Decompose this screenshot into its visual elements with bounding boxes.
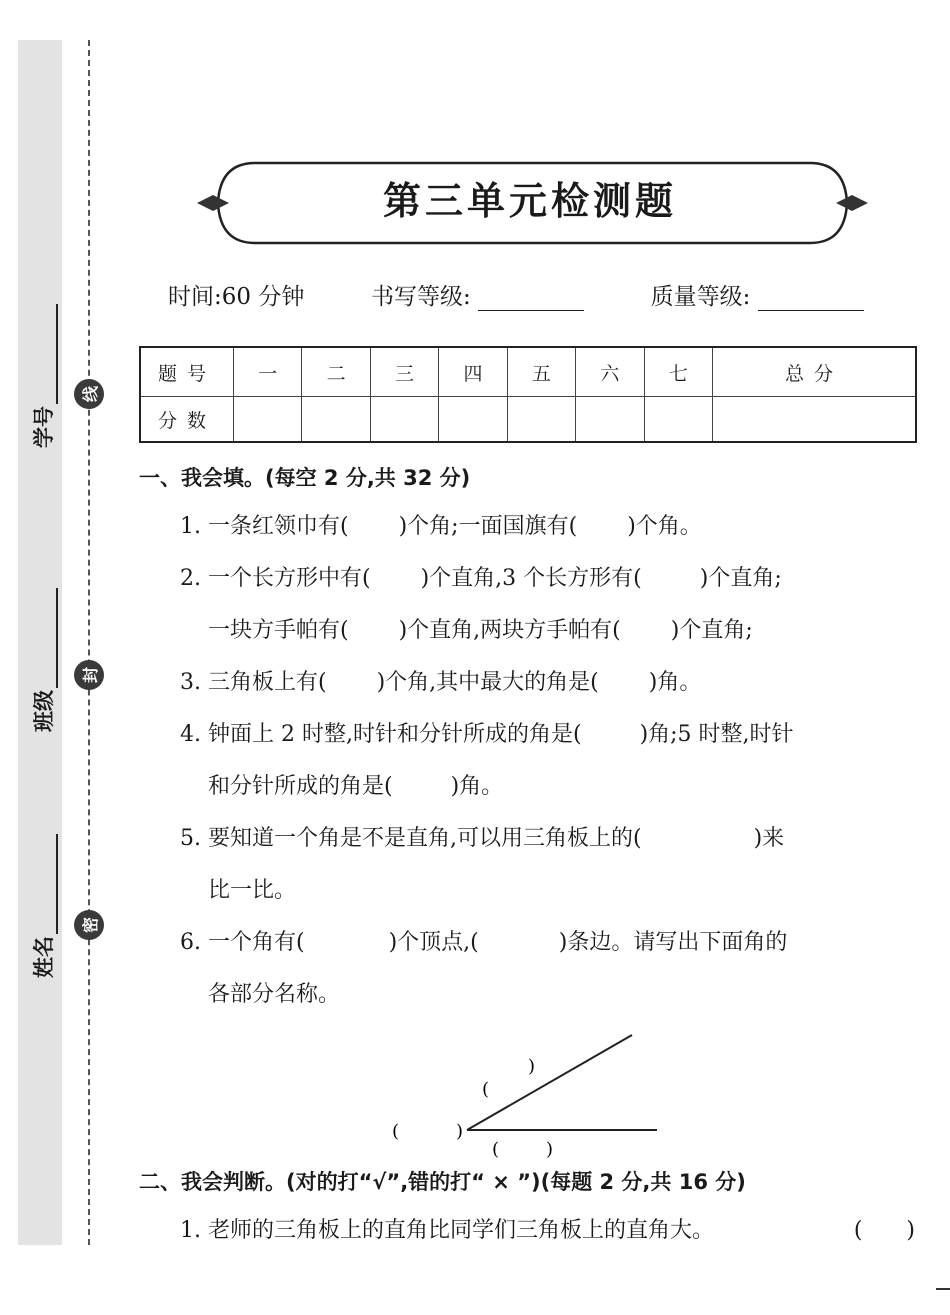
q3-text-b: )个角,其中最大的角是( <box>376 670 599 695</box>
q5-text-a: 要知道一个角是不是直角,可以用三角板上的( <box>208 826 642 851</box>
page-edge-mark <box>936 1288 950 1290</box>
info-line <box>168 278 864 311</box>
score-cell-1[interactable] <box>234 397 302 443</box>
q3-text-c: )角。 <box>648 670 702 695</box>
score-cell-4[interactable] <box>439 397 507 443</box>
name-field[interactable] <box>28 834 58 978</box>
judge-q1-text: 老师的三角板上的直角比同学们三角板上的直角大。 <box>208 1218 715 1243</box>
score-table-header-row <box>140 347 916 397</box>
section-1-heading: 一、我会填。(每空 2 分,共 32 分) <box>139 466 471 490</box>
student-number-field[interactable] <box>28 304 58 448</box>
question-6 <box>180 928 787 958</box>
q1-text-c: )个角。 <box>627 514 702 539</box>
class-blank[interactable] <box>36 588 58 688</box>
question-4-line-2 <box>208 772 503 802</box>
student-number-blank[interactable] <box>36 304 58 404</box>
score-header: 分数 <box>140 397 234 443</box>
score-table <box>139 346 917 443</box>
q5-number: 5. <box>180 826 201 851</box>
seal-line: 线 <box>74 379 104 409</box>
lower-side-close-paren: ) <box>546 1139 554 1160</box>
angle-upper-side <box>467 1035 632 1130</box>
col-total: 总分 <box>712 347 916 397</box>
q2-text-a: 一个长方形中有( <box>208 566 371 591</box>
score-cell-3[interactable] <box>370 397 438 443</box>
q2-number: 2. <box>180 566 201 591</box>
seal-secret: 密 <box>74 910 104 940</box>
score-cell-7[interactable] <box>644 397 712 443</box>
section-2-heading: 二、我会判断。(对的打“√”,错的打“ × ”)(每题 2 分,共 16 分) <box>139 1170 746 1194</box>
question-number-header: 题号 <box>140 347 234 397</box>
upper-side-close-paren: ) <box>528 1056 536 1077</box>
q1-number: 1. <box>180 514 201 539</box>
judge-question-1 <box>180 1216 915 1246</box>
quality-grade-label: 质量等级: <box>650 284 751 310</box>
q2-text-e: )个直角,两块方手帕有( <box>398 618 621 643</box>
angle-diagram <box>380 1025 680 1165</box>
col-5: 五 <box>507 347 575 397</box>
vertex-open-paren: ( <box>392 1121 400 1142</box>
q4-text-d: )角。 <box>450 774 504 799</box>
col-4: 四 <box>439 347 507 397</box>
vertex-close-paren: ) <box>456 1121 464 1142</box>
q4-text-c: 和分针所成的角是( <box>208 774 393 799</box>
class-field[interactable] <box>28 588 58 732</box>
q4-text-a: 钟面上 2 时整,时针和分针所成的角是( <box>208 722 582 747</box>
score-cell-5[interactable] <box>507 397 575 443</box>
question-4 <box>180 720 794 750</box>
col-2: 二 <box>302 347 370 397</box>
question-5-line-2 <box>208 876 296 906</box>
question-5 <box>180 824 784 854</box>
lower-side-open-paren: ( <box>492 1139 500 1160</box>
name-blank[interactable] <box>36 834 58 934</box>
judge-q1-answer[interactable]: ( ) <box>853 1218 915 1243</box>
col-6: 六 <box>576 347 644 397</box>
page-title: 第三单元检测题 <box>382 179 677 223</box>
q2-text-f: )个直角; <box>670 618 753 643</box>
cut-line <box>88 40 90 1245</box>
q6-text-a: 一个角有( <box>208 930 305 955</box>
quality-grade-blank[interactable] <box>758 288 864 311</box>
question-2 <box>180 564 782 594</box>
seal-seal: 封 <box>74 660 104 690</box>
question-1 <box>180 512 702 542</box>
col-1: 一 <box>234 347 302 397</box>
score-cell-6[interactable] <box>576 397 644 443</box>
q2-text-d: 一块方手帕有( <box>208 618 349 643</box>
q6-text-b: )个顶点,( <box>388 930 479 955</box>
writing-grade-blank[interactable] <box>478 288 584 311</box>
writing-grade-label: 书写等级: <box>370 284 471 310</box>
col-3: 三 <box>370 347 438 397</box>
q5-text-c: 比一比。 <box>208 878 297 903</box>
q3-text-a: 三角板上有( <box>208 670 327 695</box>
class-label: 班级 <box>32 690 56 732</box>
q6-text-c: )条边。请写出下面角的 <box>558 930 788 955</box>
q5-text-b: )来 <box>753 826 785 851</box>
angle-open-paren: ( <box>482 1079 490 1100</box>
q6-number: 6. <box>180 930 201 955</box>
q1-text-a: 一条红领巾有( <box>208 514 349 539</box>
score-table-score-row <box>140 397 916 443</box>
score-cell-total[interactable] <box>712 397 916 443</box>
name-label: 姓名 <box>32 936 56 978</box>
col-7: 七 <box>644 347 712 397</box>
judge-q1-number: 1. <box>180 1218 201 1243</box>
q2-text-b: )个直角,3 个长方形有( <box>420 566 642 591</box>
q4-text-b: )角;5 时整,时针 <box>639 722 794 747</box>
time-label: 时间:60 分钟 <box>168 284 305 310</box>
score-cell-2[interactable] <box>302 397 370 443</box>
q2-text-c: )个直角; <box>699 566 782 591</box>
q1-text-b: )个角;一面国旗有( <box>398 514 578 539</box>
q4-number: 4. <box>180 722 201 747</box>
question-2-line-2 <box>208 616 753 646</box>
student-number-label: 学号 <box>32 406 56 448</box>
q6-text-d: 各部分名称。 <box>208 982 341 1007</box>
q3-number: 3. <box>180 670 201 695</box>
question-3 <box>180 668 701 698</box>
question-6-line-2 <box>208 980 340 1010</box>
